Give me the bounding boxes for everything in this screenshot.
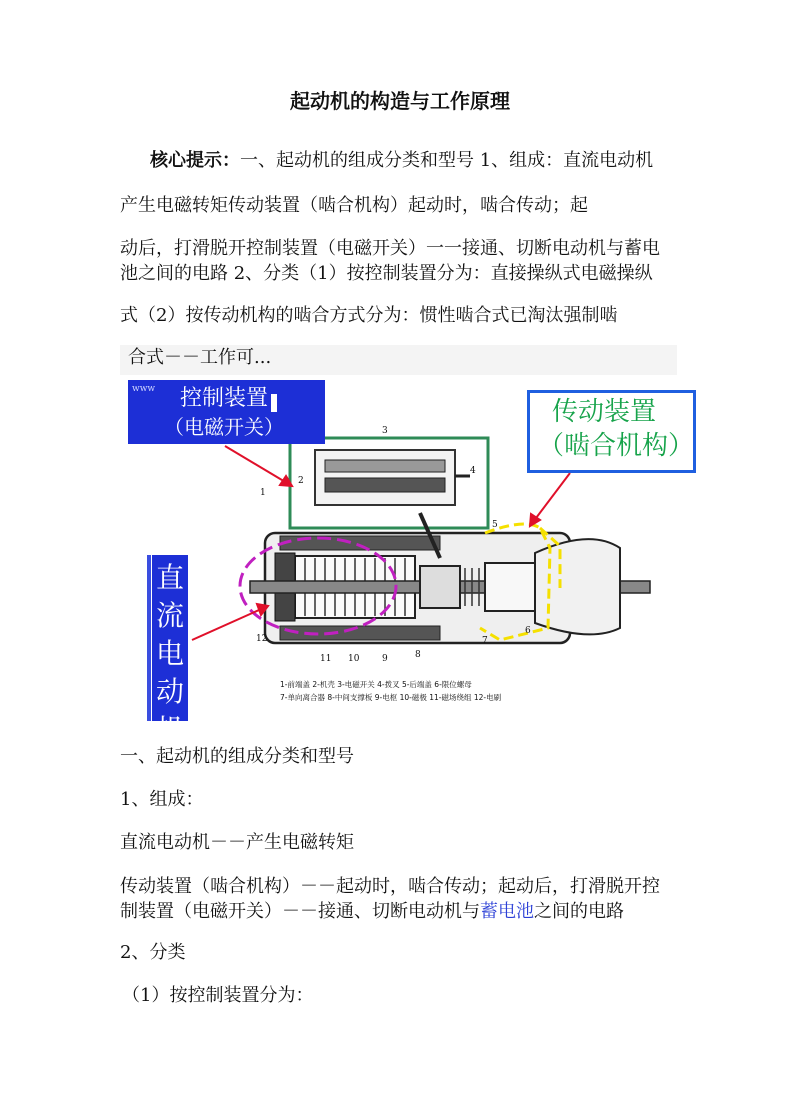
text-cursor (271, 394, 277, 412)
part-number-7: 7 (482, 636, 488, 646)
subsection-composition: 1、组成： (120, 789, 204, 810)
solenoid-plunger (325, 478, 445, 492)
subsection-classification: 2、分类 (120, 942, 186, 963)
part-number-4: 4 (470, 466, 476, 476)
summary-label: 核心提示： (150, 150, 240, 171)
section-heading: 一、起动机的组成分类和型号 (120, 746, 354, 767)
summary-line-6: 合式－－工作可... (128, 347, 272, 368)
part-number-5: 5 (492, 520, 498, 530)
one-way-clutch (420, 566, 460, 608)
summary-line-4: 池之间的电路 2、分类（1）按控制装置分为：直接操纵式电磁操纵 (120, 263, 653, 284)
legend-row-1: 1-前端盖 2-机壳 3-电磁开关 4-拨叉 5-后端盖 6-限位螺母 (280, 680, 472, 689)
part-number-2: 2 (298, 476, 304, 486)
part-number-6: 6 (525, 626, 531, 636)
motor-label: 直流电动机 (155, 561, 184, 746)
field-winding-bottom (280, 626, 440, 640)
page-title: 起动机的构造与工作原理 (290, 89, 510, 113)
starter-motor-figure (120, 378, 695, 746)
callout-dc-motor (152, 555, 188, 746)
part-number-8: 8 (415, 650, 421, 660)
summary-line-3: 动后，打滑脱开控制装置（电磁开关）一一接通、切断电动机与蓄电 (120, 238, 660, 259)
watermark-glyph: www (132, 384, 156, 394)
legend-row-2: 7-单向离合器 8-中间支撑板 9-电枢 10-磁极 11-磁场绕组 12-电刷 (280, 693, 502, 702)
summary-line-1: 核心提示：一、起动机的组成分类和型号 1、组成：直流电动机 (150, 150, 654, 171)
part-number-3: 3 (382, 426, 388, 436)
part-number-12: 12 (256, 634, 268, 644)
drive-label-1: 传动装置 (552, 397, 657, 427)
part-number-1: 1 (260, 488, 266, 498)
part-number-10: 10 (348, 654, 360, 664)
pinion (485, 563, 535, 611)
part-number-9: 9 (382, 654, 388, 664)
summary-line-5: 式（2）按传动机构的啮合方式分为：惯性啮合式已淘汰强制啮 (120, 305, 618, 326)
summary-line-2: 产生电磁转矩传动装置（啮合机构）起动时，啮合传动；起 (120, 195, 588, 216)
callout-drive-device (527, 390, 696, 473)
battery-link[interactable]: 蓄电池 (480, 901, 534, 922)
para-by-control: （1）按控制装置分为： (122, 985, 314, 1006)
control-label-1: 控制装置 (180, 386, 269, 411)
callout-rim (147, 555, 151, 721)
para-drive-line-2: 制装置（电磁开关）－－接通、切断电动机与蓄电池之间的电路 (120, 901, 624, 922)
control-label-2: （电磁开关） (164, 415, 284, 439)
para-drive-line-1: 传动装置（啮合机构）－－起动时，啮合传动；起动后，打滑脱开控 (120, 876, 660, 897)
para-dc-motor: 直流电动机－－产生电磁转矩 (120, 832, 354, 853)
drive-label-2: （啮合机构） (538, 431, 695, 461)
solenoid-coil (325, 460, 445, 472)
part-number-11: 11 (320, 654, 332, 664)
callout-control-device (128, 380, 325, 444)
